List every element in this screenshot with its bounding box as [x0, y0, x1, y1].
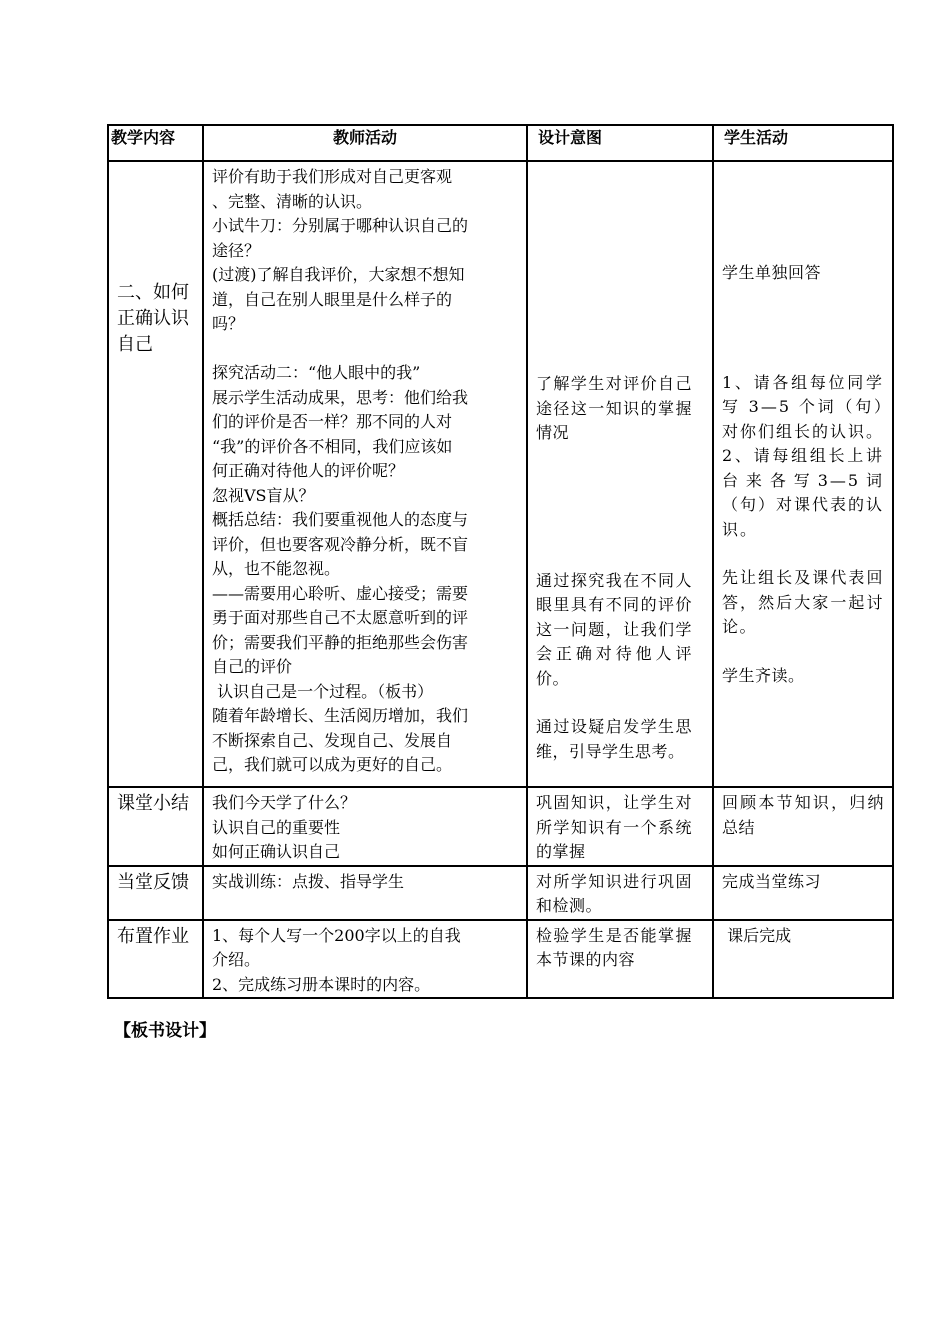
- table-row: [108, 920, 893, 999]
- table-row: [108, 866, 893, 920]
- text-line: 途径？: [212, 240, 261, 260]
- text-line: [212, 337, 520, 362]
- text-line: 我们今天学了什么？: [212, 793, 357, 812]
- text-line: 认识自己是一个过程。（板书）: [212, 681, 434, 701]
- text-line: 探究活动二：“他人眼中的我”: [212, 363, 421, 382]
- student-activity-cell: [713, 161, 893, 787]
- text-line: 何正确对待他人的评价呢？: [212, 461, 405, 480]
- student-activity-b: 1、请各组每位同学写 3—5 个词（句）对你们组长的认识。2、请每组组长上讲台来各写3—5词（句）对课代表的认识。: [722, 372, 885, 539]
- teacher-activity-text: [204, 162, 526, 778]
- text-line: “我”的评价各不相同，我们应该如: [212, 436, 453, 456]
- header-design: 设计意图: [527, 125, 713, 161]
- student-activity-a: 学生单独回答: [722, 263, 822, 282]
- student-activity: 课后完成: [722, 925, 792, 945]
- text-line: 随着年龄增长、生活阅历增加，我们: [212, 706, 469, 725]
- header-content: 教学内容: [108, 125, 203, 161]
- text-line: 吗？: [212, 314, 245, 333]
- board-design-title: 【板书设计】: [114, 1021, 216, 1041]
- text-line: ——需要用心聆听、虚心接受；需要: [212, 583, 469, 603]
- teacher-activity-text: [204, 788, 526, 865]
- text-line: 评价有助于我们形成对自己更客观: [212, 167, 453, 186]
- text-line: 介绍。: [212, 950, 261, 969]
- table-row: [108, 787, 893, 866]
- text-line: 1、每个人写一个200字以上的自我: [212, 925, 461, 945]
- table-row: [108, 161, 893, 787]
- text-line: 评价，但也要客观冷静分析，既不盲: [212, 534, 469, 554]
- text-line: 们的评价是否一样？那不同的人对: [212, 412, 453, 431]
- text-line: 2、完成练习册本课时的内容。: [212, 974, 431, 994]
- text-line: (过渡)了解自我评价，大家想不想知: [212, 265, 465, 284]
- text-line: 如何正确认识自己: [212, 842, 341, 861]
- section-title: 课堂小结: [117, 793, 189, 814]
- design-intent-b: 通过探究我在不同人眼里具有不同的评价这一问题，让我们学会正确对待他人评价。: [536, 570, 692, 688]
- text-line: 小试牛刀：分别属于哪种认识自己的: [212, 216, 469, 235]
- section-title: 当堂反馈: [117, 871, 189, 893]
- text-line: 、完整、清晰的认识。: [212, 191, 373, 211]
- design-intent: 对所学知识进行巩固和检测。: [536, 871, 692, 915]
- text-line: 价；需要我们平静的拒绝那些会伤害: [212, 632, 469, 652]
- student-activity-c: 先让组长及课代表回答，然后大家一起讨论。: [722, 568, 884, 636]
- teacher-activity-text: 实战训练：点拨、指导学生: [212, 871, 405, 891]
- header-teacher: 教师活动: [203, 125, 527, 161]
- design-intent-cell: [527, 161, 713, 787]
- text-line: 道，自己在别人眼里是什么样子的: [212, 289, 453, 309]
- text-line: 己，我们就可以成为更好的自己。: [212, 755, 453, 774]
- student-activity: 完成当堂练习: [722, 871, 822, 891]
- text-line: 从，也不能忽视。: [212, 559, 341, 578]
- section-title: 布置作业: [117, 925, 189, 947]
- text-line: 不断探索自己、发现自己、发展自: [212, 730, 453, 750]
- teacher-activity-cell: [203, 161, 527, 787]
- design-intent: 检验学生是否能掌握本节课的内容: [536, 925, 692, 969]
- lesson-plan-table: [107, 124, 894, 999]
- text-line: 勇于面对那些自己不太愿意听到的评: [212, 608, 469, 627]
- header-row: [108, 125, 893, 161]
- teacher-activity-text: [204, 921, 526, 998]
- text-line: 忽视VS盲从？: [212, 485, 315, 505]
- student-activity-d: 学生齐读。: [722, 665, 805, 685]
- text-line: 认识自己的重要性: [212, 817, 341, 837]
- design-intent-c: 通过设疑启发学生思维，引导学生思考。: [536, 717, 692, 761]
- section-cell: [108, 161, 203, 787]
- header-student: 学生活动: [713, 125, 893, 161]
- design-intent: 巩固知识，让学生对所学知识有一个系统的掌握: [536, 793, 692, 861]
- section-title: 二、如何正确认识自己: [117, 282, 189, 355]
- text-line: 自己的评价: [212, 657, 293, 676]
- text-line: 概括总结：我们要重视他人的态度与: [212, 510, 469, 529]
- text-line: 展示学生活动成果，思考：他们给我: [212, 387, 469, 407]
- student-activity: 回顾本节知识，归纳总结: [722, 793, 884, 837]
- design-intent-a: 了解学生对评价自己途径这一知识的掌握情况: [536, 374, 692, 442]
